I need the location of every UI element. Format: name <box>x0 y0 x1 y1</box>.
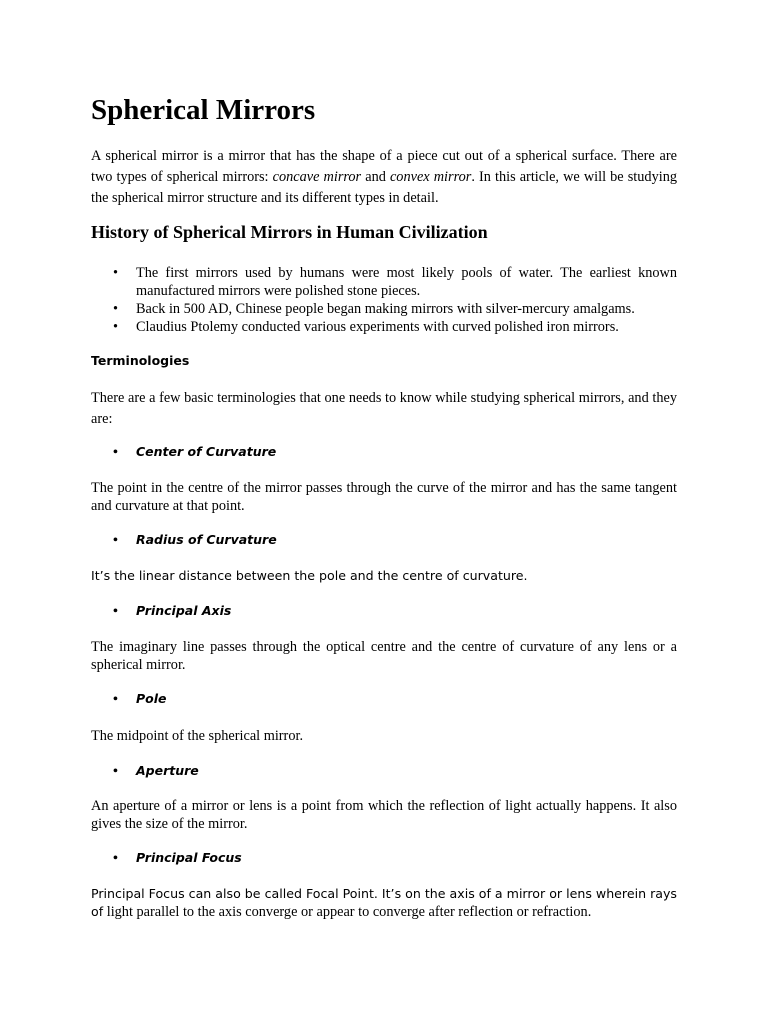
term-heading <box>113 691 167 708</box>
bullet-icon: • <box>113 604 118 619</box>
term-heading <box>113 532 277 549</box>
term-name: Aperture <box>136 763 199 778</box>
term-heading <box>113 444 276 461</box>
term-heading <box>113 603 231 620</box>
bullet-icon: • <box>113 692 118 707</box>
list-item-text: Back in 500 AD, Chinese people began making mirrors with silver-mercury amalgams. <box>136 301 635 317</box>
intro-paragraph <box>91 146 677 209</box>
list-item <box>91 318 677 336</box>
bullet-icon: • <box>113 301 119 317</box>
term-name: Center of Curvature <box>136 444 277 459</box>
intro-text-1: A spherical mirror is a mirror that has the shape of a piece cut out of a spherical surface. There are two types of spherical mirrors: <box>91 148 677 185</box>
terminologies-heading: Terminologies <box>91 353 190 368</box>
bullet-icon: • <box>113 265 119 281</box>
intro-text-2: . In this article, we will be studying the spherical mirror structure and its different types in detail. <box>91 169 677 206</box>
term-name: Principal Axis <box>136 603 232 618</box>
term-description: It’s the linear distance between the pole and the centre of curvature. <box>91 568 528 583</box>
history-list <box>91 264 677 336</box>
intro-convex-term: convex mirror <box>389 169 472 185</box>
bullet-icon: • <box>113 533 118 548</box>
term-heading <box>113 763 199 780</box>
term-description-part-1: Principal Focus can also be called Focal Point. It’s on the axis of a mirror or lens wherein rays of <box>91 886 677 919</box>
term-description: An aperture of a mirror or lens is a point from which the reflection of light actually happens. It also gives the size of the mirror. <box>91 798 677 832</box>
term-description-part-2: light parallel to the axis converge or appear to converge after reflection or refraction. <box>106 904 592 920</box>
list-item-text: The first mirrors used by humans were most likely pools of water. The earliest known manufactured mirrors were polished stone pieces. <box>136 265 677 299</box>
bullet-icon: • <box>113 851 118 866</box>
history-heading: History of Spherical Mirrors in Human Civilization <box>91 222 488 242</box>
term-name: Pole <box>136 691 167 706</box>
list-item-text: Claudius Ptolemy conducted various experiments with curved polished iron mirrors. <box>136 319 619 335</box>
term-description: The point in the centre of the mirror passes through the curve of the mirror and has the same tangent and curvature at that point. <box>91 480 677 514</box>
page-title: Spherical Mirrors <box>91 94 316 126</box>
term-name: Radius of Curvature <box>136 532 277 547</box>
term-description <box>91 885 677 921</box>
intro-concave-term: concave mirror <box>272 169 362 185</box>
term-description: The midpoint of the spherical mirror. <box>91 728 304 744</box>
bullet-icon: • <box>113 319 119 335</box>
terminologies-intro: There are a few basic terminologies that one needs to know while studying spherical mirrors, and they are: <box>91 390 677 427</box>
bullet-icon: • <box>113 445 118 460</box>
intro-text-and: and <box>361 169 390 185</box>
term-description: The imaginary line passes through the optical centre and the centre of curvature of any lens or a spherical mirror. <box>91 639 677 673</box>
list-item <box>91 264 677 300</box>
bullet-icon: • <box>113 764 118 779</box>
term-heading <box>113 850 242 867</box>
term-name: Principal Focus <box>136 850 242 865</box>
list-item <box>91 300 677 318</box>
